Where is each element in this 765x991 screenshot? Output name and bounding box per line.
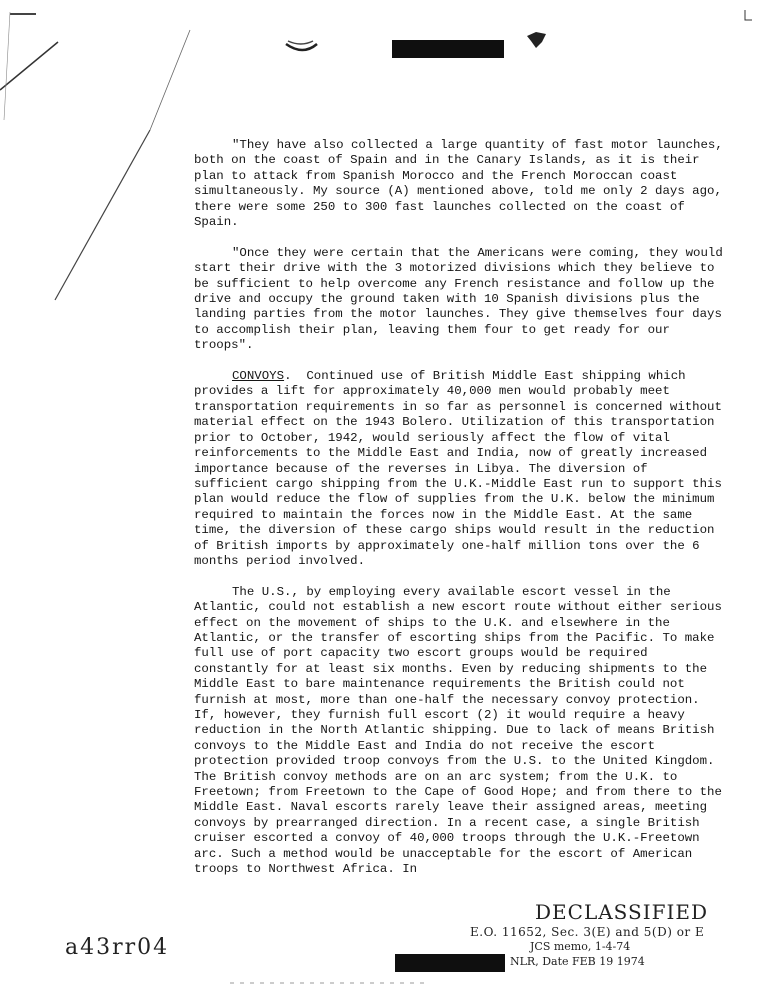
convoys-heading: CONVOYS [232,369,285,384]
stamp-line-3: NLR, Date FEB 19 1974 [510,955,645,968]
bottom-dash-mark [230,980,430,986]
stamp-line-2: JCS memo, 1-4-74 [530,940,631,953]
thumbprint-mark [524,28,550,52]
paragraph-1: "They have also collected a large quantity of fast motor launches, both on the coast of Spain and in the Canary Islands, as it is their plan to attack from Spanish Morocco and the French Moroccan coast simultaneously. My source (A) mentioned above, told me only 2 days ago, there were some 250 to 300 fast launches collected on the coast of Spain. [194,138,723,230]
swirl-mark [283,38,323,58]
paragraph-3-body: Continued use of British Middle East shipping which provides a lift for approximately 40,000 men would probably meet transportation requirements in so far as personnel is concerned without material effect on the 1943 Bolero. Utilization of this transportation prior to October, 1942, would seriously affect the flow of vital reinforcements to the Middle East and India, now of greatly increased importance because of the reverses in Libya. The diversion of sufficient cargo shipping from the U.K.-Middle East run to support this plan would reduce the flow of supplies from the U.K. below the minimum required to maintain the forces now in the Middle East. At the same time, the diversion of these cargo ships would result in the reduction of British imports by approximately one-half million tons over the 6 months period involved. [194,369,722,568]
convoys-heading-period: . [284,369,292,384]
stamp-title: DECLASSIFIED [535,900,709,924]
declassified-stamp [470,900,760,980]
paragraph-2: "Once they were certain that the Americans were coming, they would start their drive with the 3 motorized divisions which they believe to be sufficient to help overcome any French resistance and follow up the drive and occupy the ground taken with 10 Spanish divisions plus the landing parties from the motor launches. They give themselves four days to accomplish their plan, leaving them four to get ready for our troops". [194,245,723,353]
redaction-bar-bottom [395,954,505,972]
handwritten-id: a43rr04 [65,935,170,960]
redaction-bar-top [392,40,504,58]
paragraph-4: The U.S., by employing every available escort vessel in the Atlantic, could not establish a new escort route without either serious effect on the movement of ships to the U.K. and elsewhere in the Atlantic, or the transfer of escorting ships from the Pacific. To make full use of port capacity two escort groups would be required constantly for at least six months. Even by reducing shipments to the Middle East to bare maintenance requirements the British could not furnish at most, more than one-half the necessary convoy protection. If, however, they furnish full escort (2) it would require a heavy reduction in the North Atlantic shipping. Due to lack of means British convoys to the Middle East and India do not receive the escort protection provided troop convoys from the U.S. to the United Kingdom. The British convoy methods are on an arc system; from the U.K. to Freetown; from Freetown to the Cape of Good Hope; and from there to the Middle East. Naval escorts rarely leave their assigned areas, meeting convoys by prearranged direction. In a recent case, a single British cruiser escorted a convoy of 40,000 troops through the U.K.-Freetown arc. Such a method would be unacceptable for the escort of American troops to Northwest Africa. In [194,584,722,877]
stamp-line-1: E.O. 11652, Sec. 3(E) and 5(D) or E [470,925,705,939]
paragraph-3 [194,369,724,569]
letter-body [194,138,724,893]
